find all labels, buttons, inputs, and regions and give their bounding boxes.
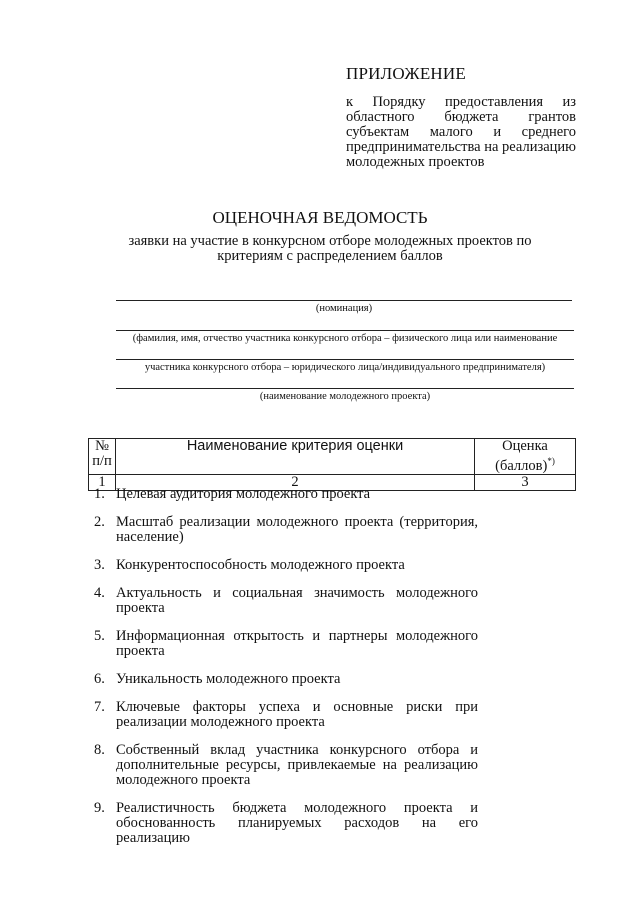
item-text: Собственный вклад участника конкурсного отбора и дополнительные ресурсы, привлекаемые на реализацию молодежного проекта: [116, 742, 478, 788]
item-number: 6.: [94, 671, 105, 687]
criteria-list: [88, 487, 478, 846]
header-score: [475, 439, 576, 475]
item-number: 5.: [94, 628, 105, 644]
nomination-line: [116, 300, 572, 301]
column-number-2: 2: [116, 474, 475, 490]
criteria-table: [88, 438, 576, 491]
header-score-label: Оценка (баллов): [495, 438, 548, 474]
project-caption: (наименование молодежного проекта): [259, 391, 431, 402]
participant-line-2: [116, 359, 574, 360]
participant-caption-line2: участника конкурсного отбора – юридического лица/индивидуального предпринимателя): [144, 362, 546, 373]
document-title: ОЦЕНОЧНАЯ ВЕДОМОСТЬ: [212, 208, 428, 227]
item-text: Масштаб реализации молодежного проекта (территория, население): [116, 514, 478, 545]
list-item: [88, 743, 478, 788]
item-number: 8.: [94, 742, 105, 758]
item-text: Реалистичность бюджета молодежного проекта и обоснованность планируемых расходов на его реализацию: [116, 800, 478, 846]
list-item: [88, 700, 478, 730]
nomination-caption: (номинация): [315, 303, 373, 314]
list-item: [88, 586, 478, 616]
column-number-3: 3: [475, 474, 576, 490]
item-text: Ключевые факторы успеха и основные риски при реализации молодежного проекта: [116, 699, 478, 730]
list-item: [88, 515, 478, 545]
item-number: 1.: [94, 486, 105, 502]
participant-line-1: [116, 330, 574, 331]
appendix-title: ПРИЛОЖЕНИЕ: [346, 64, 466, 83]
item-number: 9.: [94, 800, 105, 816]
column-number-1: 1: [89, 474, 116, 490]
table-header-row: [89, 439, 576, 475]
document-subtitle: заявки на участие в конкурсном отборе молодежных проектов по критериям с распределением баллов: [128, 233, 532, 264]
item-number: 4.: [94, 585, 105, 601]
item-number: 7.: [94, 699, 105, 715]
item-text: Актуальность и социальная значимость молодежного проекта: [116, 585, 478, 616]
item-text: Информационная открытость и партнеры молодежного проекта: [116, 628, 478, 659]
list-item: [88, 487, 478, 502]
participant-caption-line1: (фамилия, имя, отчество участника конкурсного отбора – физического лица или наименование: [132, 333, 558, 344]
item-number: 2.: [94, 514, 105, 530]
project-line: [116, 388, 574, 389]
list-item: [88, 558, 478, 573]
item-number: 3.: [94, 557, 105, 573]
item-text: Конкурентоспособность молодежного проекта: [116, 557, 405, 573]
header-number: № п/п: [89, 439, 116, 475]
item-text: Целевая аудитория молодежного проекта: [116, 486, 371, 502]
list-item: [88, 672, 478, 687]
footnote-mark: *): [547, 456, 555, 466]
appendix-text: к Порядку предоставления из областного бюджета грантов субъектам малого и среднего предпринимательства на реализацию молодежных проектов: [346, 94, 576, 170]
list-item: [88, 801, 478, 846]
item-text: Уникальность молодежного проекта: [116, 671, 341, 687]
header-criterion: Наименование критерия оценки: [116, 439, 475, 475]
list-item: [88, 629, 478, 659]
